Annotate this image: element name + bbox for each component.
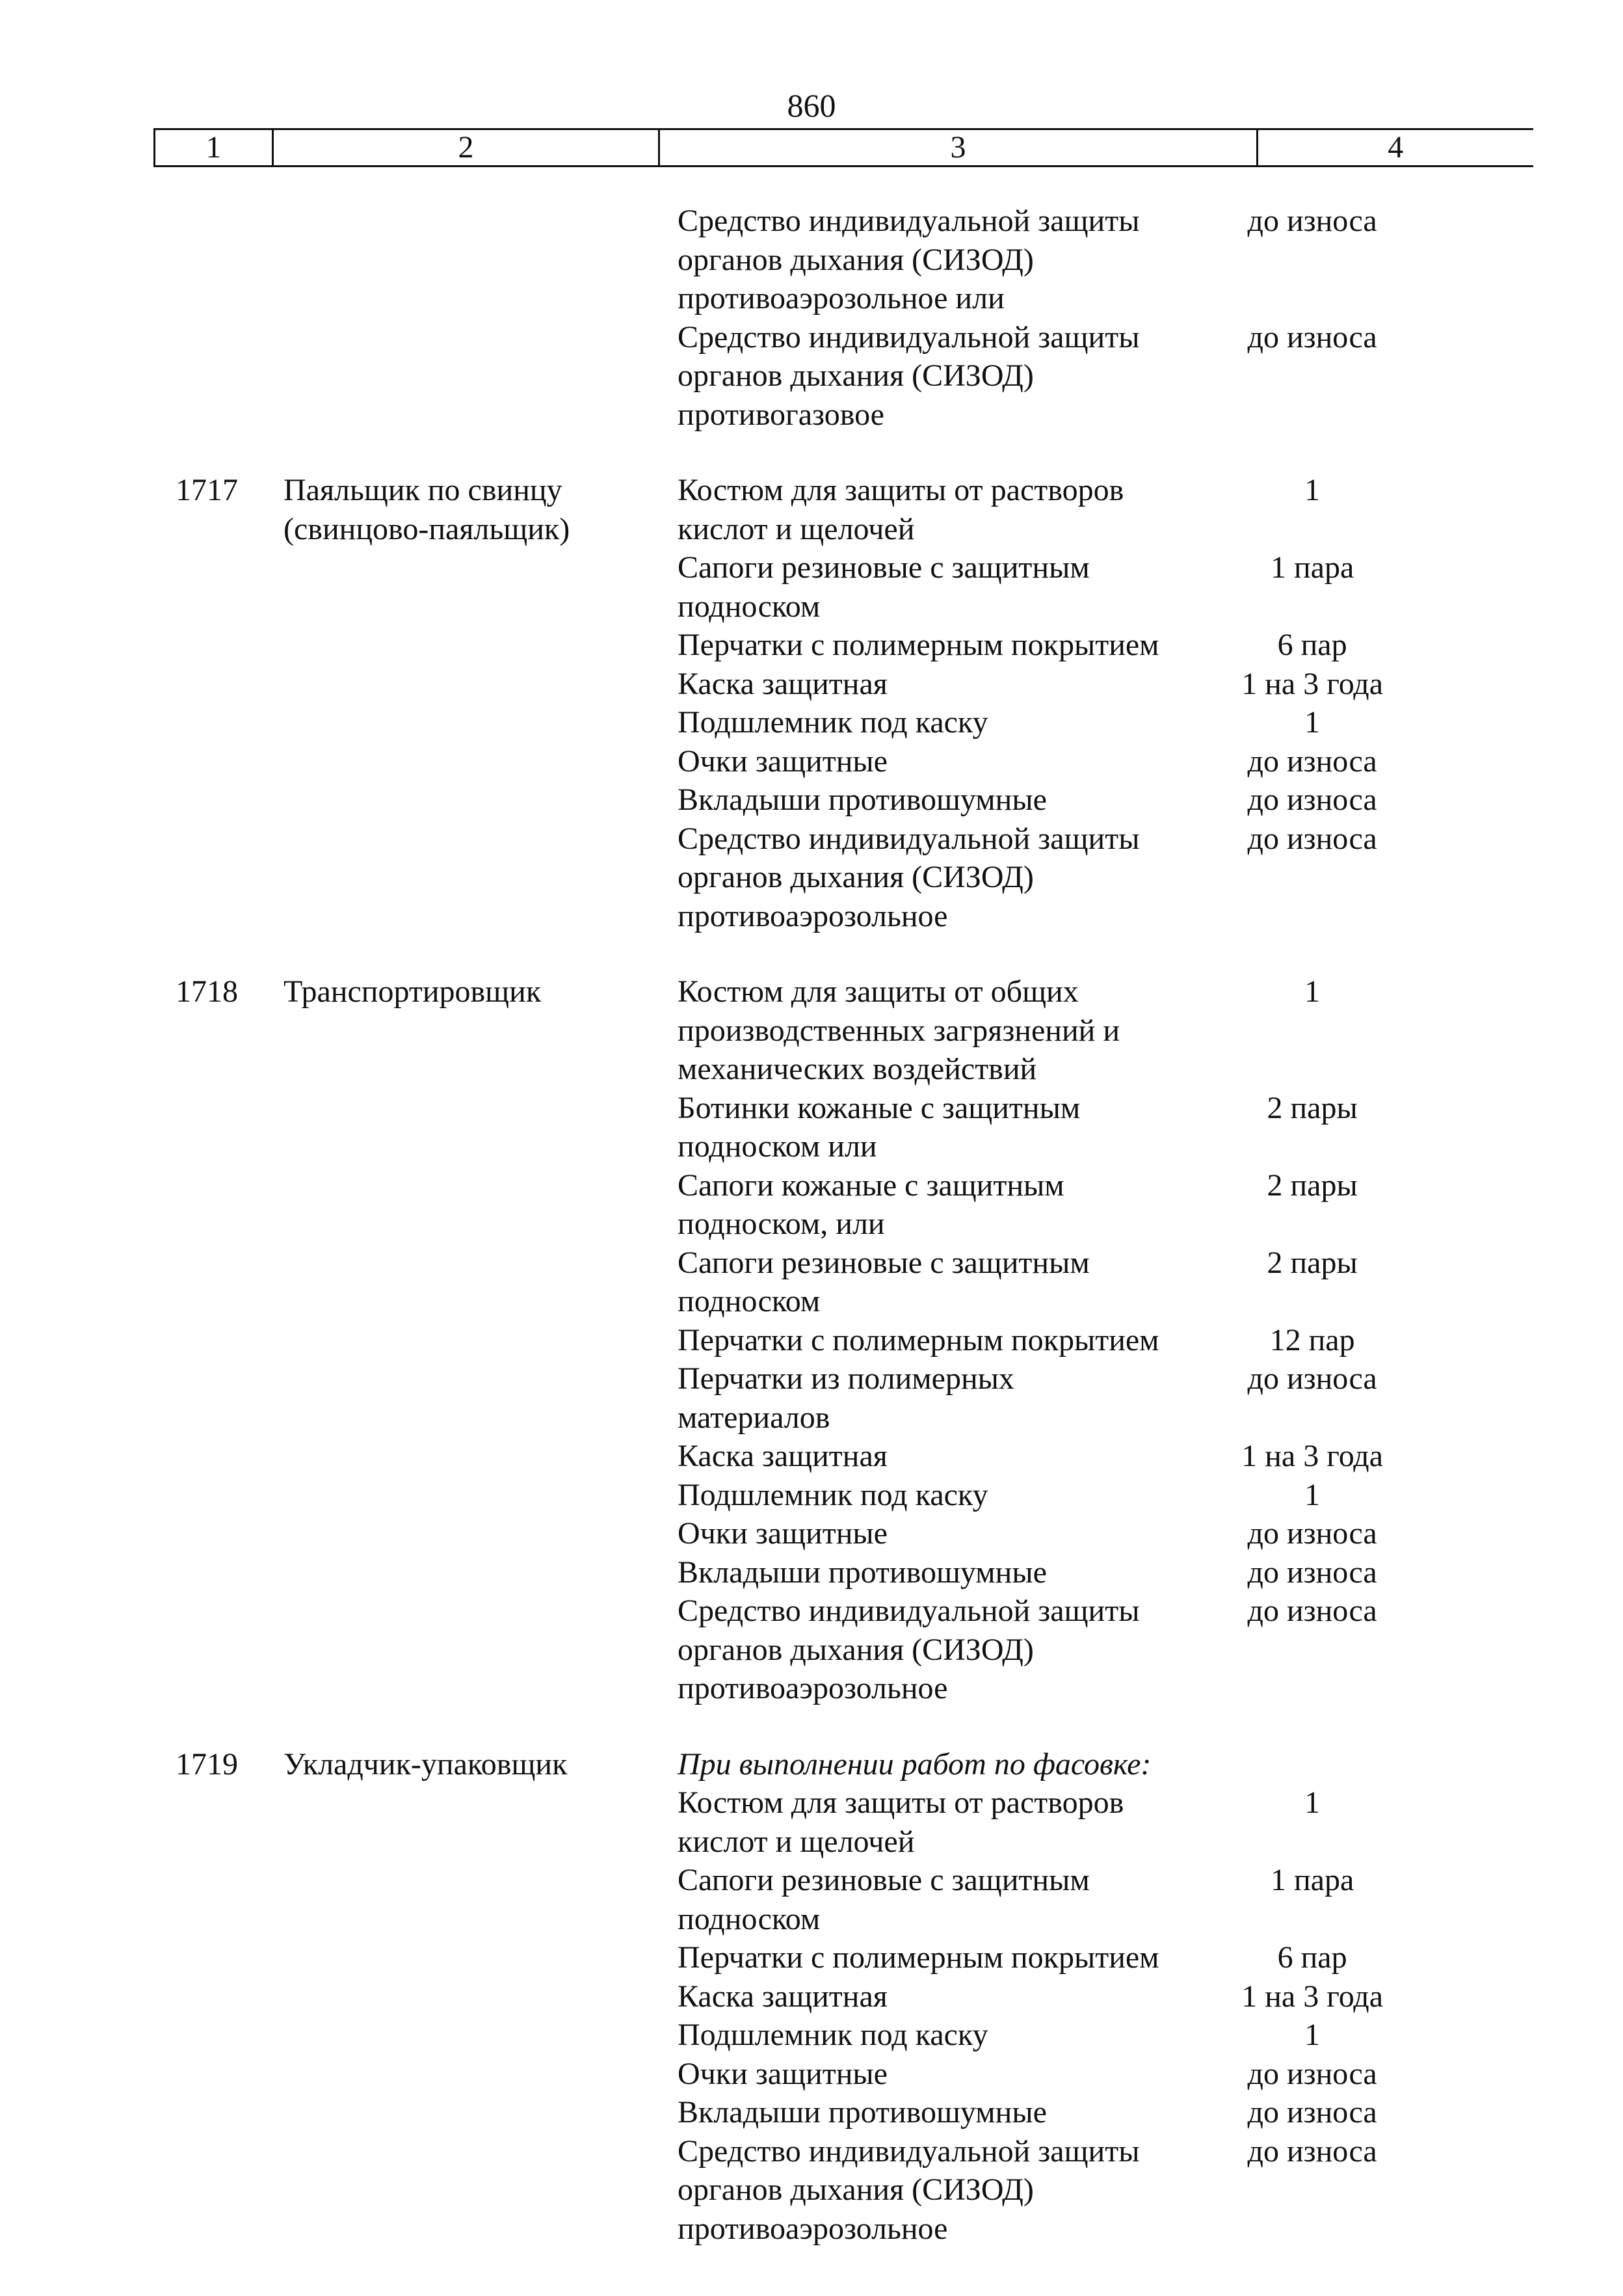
column-header-3: 3	[659, 129, 1258, 167]
item-quantity: до износа	[1247, 319, 1377, 354]
list-item	[678, 1861, 1458, 1938]
list-item	[678, 2132, 1458, 2249]
list-item	[678, 1553, 1458, 1592]
profession-name: Укладчик-упаковщик	[284, 1746, 568, 1782]
item-quantity: до износа	[1247, 1361, 1377, 1396]
list-item	[678, 1437, 1458, 1476]
column-header-2: 2	[273, 129, 659, 167]
profession-name: Паяльщик по свинцу (свинцово-паяльщик)	[284, 473, 570, 546]
list-item	[678, 1938, 1458, 1977]
item-quantity: 12 пар	[1269, 1322, 1355, 1357]
item-quantity: 2 пары	[1267, 1245, 1358, 1280]
item-text: Средство индивидуальной защиты органов дыхания (СИЗОД) противоаэрозольное	[678, 821, 1140, 933]
item-quantity: до износа	[1247, 821, 1377, 856]
list-item	[678, 2055, 1458, 2094]
list-item	[678, 1244, 1458, 1321]
item-quantity: до износа	[1247, 2056, 1377, 2091]
item-quantity: до износа	[1247, 2133, 1377, 2169]
item-text: Вкладыши противошумные	[678, 782, 1047, 817]
item-quantity: до износа	[1247, 1555, 1377, 1590]
item-quantity: 6 пар	[1277, 628, 1347, 662]
item-text: Средство индивидуальной защиты органов дыхания (СИЗОД) противогазовое	[678, 319, 1140, 432]
continuation-row	[0, 202, 1623, 434]
list-item	[678, 1592, 1458, 1708]
item-text: Вкладыши противошумные	[678, 1555, 1047, 1590]
condition-subheading: При выполнении работ по фасовке:	[678, 1746, 1152, 1782]
list-item	[678, 2016, 1458, 2055]
item-text: Очки защитные	[678, 2056, 888, 2091]
item-quantity: 2 пары	[1267, 1168, 1358, 1203]
item-text: Перчатки с полимерным покрытием	[678, 1322, 1159, 1357]
list-item	[678, 781, 1458, 820]
table-row	[0, 972, 1623, 1708]
column-header-table	[153, 128, 1533, 167]
item-quantity: до износа	[1247, 1594, 1377, 1628]
item-text: Перчатки с полимерным покрытием	[678, 628, 1159, 662]
item-quantity: до износа	[1247, 204, 1377, 238]
list-item	[678, 1166, 1458, 1244]
item-text: Костюм для защиты от растворов кислот и щелочей	[678, 473, 1124, 546]
list-item	[678, 1977, 1458, 2016]
item-quantity: 1	[1304, 2018, 1321, 2052]
list-item	[678, 548, 1458, 626]
row-number: 1717	[176, 473, 238, 507]
item-quantity: 1 пара	[1270, 1863, 1354, 1897]
item-quantity: до износа	[1247, 743, 1377, 779]
item-text: Подшлемник под каску	[678, 1477, 988, 1512]
item-text: Каска защитная	[678, 1979, 888, 2014]
item-text: Костюм для защиты от общих производственных загрязнений и механических воздействий	[678, 974, 1120, 1086]
column-header-1: 1	[155, 129, 273, 167]
list-item	[678, 1089, 1458, 1166]
item-text: Средство индивидуальной защиты органов дыхания (СИЗОД) противоаэрозольное или	[678, 204, 1140, 315]
item-quantity: до износа	[1247, 2095, 1377, 2129]
item-text: Каска защитная	[678, 1439, 888, 1473]
list-item	[678, 1514, 1458, 1553]
list-item	[678, 626, 1458, 665]
item-quantity: 1	[1304, 974, 1321, 1009]
item-quantity: 1	[1304, 473, 1321, 507]
item-text: Вкладыши противошумные	[678, 2095, 1047, 2129]
profession-name: Транспортировщик	[284, 974, 542, 1009]
item-quantity: 1 на 3 года	[1241, 1439, 1384, 1473]
item-text: Костюм для защиты от растворов кислот и щелочей	[678, 1785, 1124, 1859]
list-item	[678, 471, 1458, 548]
item-quantity: 1 пара	[1270, 550, 1354, 585]
item-text: Перчатки из полимерных материалов	[678, 1361, 1014, 1435]
item-text: Средство индивидуальной защиты органов дыхания (СИЗОД) противоаэрозольное	[678, 2133, 1140, 2246]
item-text: Очки защитные	[678, 1516, 888, 1551]
item-quantity: до износа	[1247, 1516, 1377, 1551]
item-text: Сапоги резиновые с защитным подноском	[678, 1245, 1090, 1318]
item-text: Очки защитные	[678, 743, 888, 779]
list-item	[678, 665, 1458, 704]
item-quantity: 1 на 3 года	[1241, 666, 1384, 701]
item-text: Перчатки с полимерным покрытием	[678, 1940, 1159, 1975]
list-item	[678, 742, 1458, 781]
item-quantity: до износа	[1247, 782, 1377, 817]
item-quantity: 1	[1304, 1785, 1321, 1820]
item-quantity: 1 на 3 года	[1241, 1979, 1384, 2014]
page-number: 860	[787, 87, 836, 124]
list-item	[678, 202, 1458, 318]
table-row	[0, 471, 1623, 935]
item-text: Сапоги резиновые с защитным подноском	[678, 1863, 1090, 1936]
row-number: 1719	[176, 1746, 238, 1782]
column-header-4: 4	[1258, 129, 1533, 167]
item-quantity: 1	[1304, 1477, 1321, 1512]
item-quantity: 6 пар	[1277, 1940, 1347, 1975]
item-text: Средство индивидуальной защиты органов дыхания (СИЗОД) противоаэрозольное	[678, 1594, 1140, 1705]
item-text: Ботинки кожаные с защитным подноском или	[678, 1090, 1081, 1164]
list-item	[678, 1321, 1458, 1360]
item-text: Подшлемник под каску	[678, 705, 988, 740]
list-item	[678, 820, 1458, 936]
item-text: Подшлемник под каску	[678, 2018, 988, 2052]
item-text: Каска защитная	[678, 666, 888, 701]
list-item	[678, 1476, 1458, 1515]
item-quantity: 2 пары	[1267, 1090, 1358, 1125]
list-item	[678, 1359, 1458, 1437]
table-row	[0, 1745, 1623, 2249]
item-quantity: 1	[1304, 705, 1321, 740]
item-text: Сапоги резиновые с защитным подноском	[678, 550, 1090, 624]
list-item	[678, 972, 1458, 1089]
list-item	[678, 318, 1458, 434]
table-body	[0, 202, 1623, 2248]
list-item	[678, 1783, 1458, 1861]
row-number: 1718	[176, 974, 238, 1009]
list-item	[678, 703, 1458, 742]
item-text: Сапоги кожаные с защитным подноском, или	[678, 1168, 1064, 1241]
list-item	[678, 2093, 1458, 2132]
